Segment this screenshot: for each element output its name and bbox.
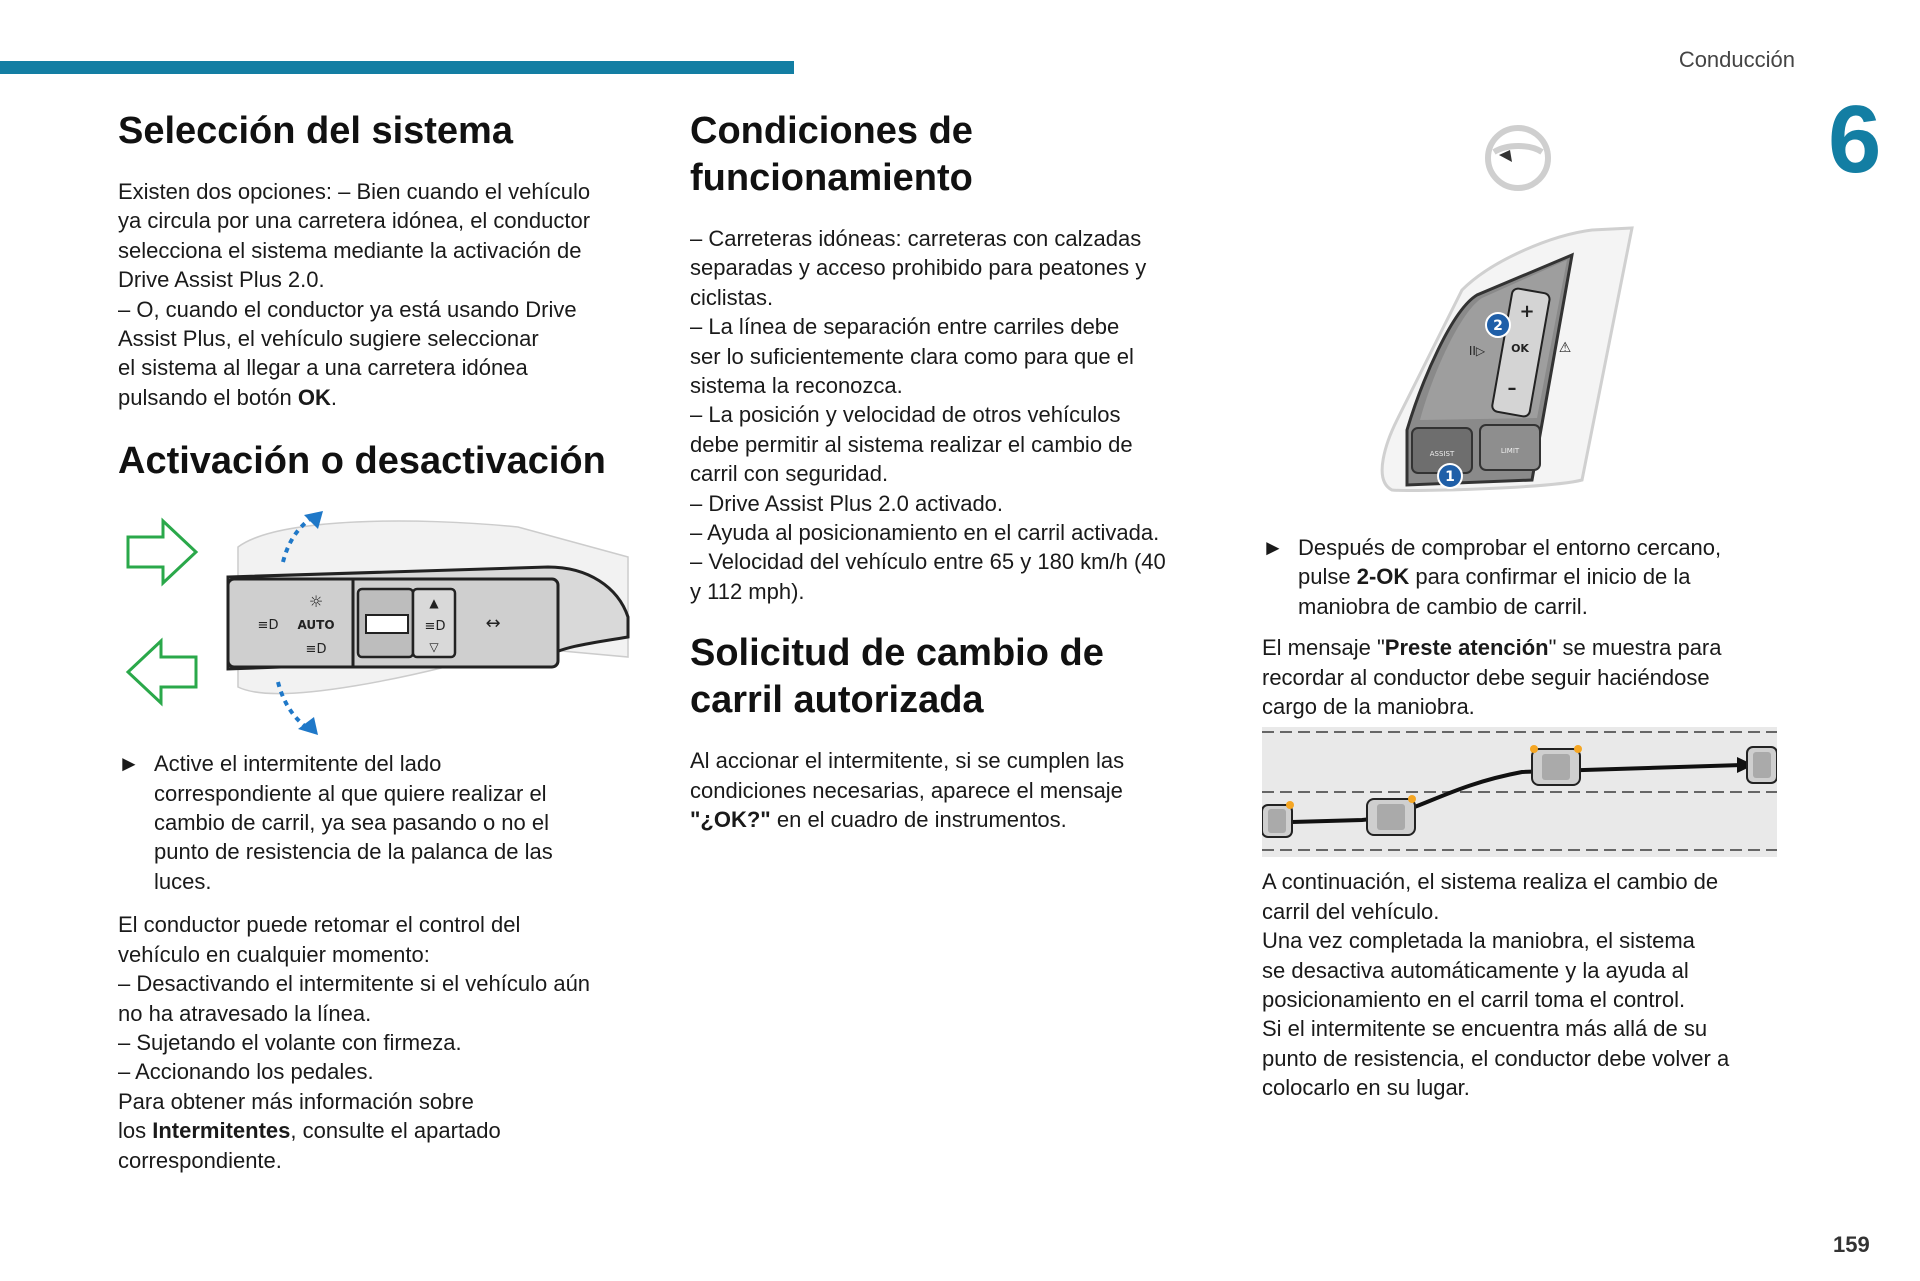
header-accent-bar (0, 61, 794, 74)
svg-text:⚠: ⚠ (1558, 340, 1572, 356)
column-right (1262, 120, 1792, 1103)
column-middle (690, 108, 1230, 835)
svg-text:1: 1 (1445, 469, 1455, 485)
svg-text:ASSIST: ASSIST (1429, 450, 1455, 458)
svg-text:▽: ▽ (429, 640, 439, 655)
lane-change-illustration (1262, 727, 1777, 857)
car-icon (1262, 805, 1292, 837)
stalk-illustration (118, 507, 638, 737)
paragraph-mensaje: El mensaje "Preste atención" se muestra para recordar al conductor debe seguir haciéndose cargo de la maniobra. (1262, 635, 1722, 720)
heading-condiciones: Condiciones de funcionamiento (690, 110, 973, 199)
paragraph-condiciones: – Carreteras idóneas: carreteras con calzadas separadas y acceso prohibido para peatones y ciclistas. – La línea de separación entre carriles debe ser lo suficientemente clara como para que el sistema la reconozca. – La posición y velocidad de otros vehículos debe permitir al sistema realizar el cambio de carril con seguridad. – Drive Assist Plus 2.0 activado. – Ayuda al posicionamiento en el carril activada. – Velocidad del vehículo entre 65 y 180 km/h (40 y 112 mph). (690, 226, 1166, 604)
svg-text:≡D: ≡D (305, 642, 327, 658)
svg-text:LIMIT: LIMIT (1500, 447, 1520, 455)
svg-text:≡D: ≡D (257, 618, 279, 634)
svg-text:II▷: II▷ (1468, 344, 1486, 358)
car-icon (1532, 749, 1580, 785)
bullet-active: ► Active el intermitente del lado correspondiente al que quiere realizar el cambio de carril, ya sea pasando o no el punto de resistencia de la palanca de las luces. (118, 749, 658, 896)
chapter-number: 6 (1828, 86, 1882, 193)
arrow-right-icon (128, 521, 196, 583)
svg-text:+: + (1519, 301, 1535, 322)
svg-text:▲: ▲ (429, 596, 439, 611)
svg-text:☼: ☼ (308, 592, 324, 612)
bullet-ok: ► Después de comprobar el entorno cercano, pulse 2-OK para confirmar el inicio de la maniobra de cambio de carril. (1262, 533, 1792, 621)
heading-seleccion: Selección del sistema (118, 110, 513, 152)
column-left (118, 108, 658, 1175)
car-icon (1367, 799, 1415, 835)
bullet-triangle-icon: ► (118, 751, 140, 777)
svg-text:↔: ↔ (485, 613, 501, 635)
steering-wheel-icon (1488, 128, 1548, 188)
section-title: Conducción (1678, 47, 1795, 72)
paragraph-conductor: El conductor puede retomar el control del vehículo en cualquier momento: – Desactivando el intermitente si el vehículo aún no ha atravesado la línea. – Sujetando el volante con firmeza. – Accionando los pedales. Para obtener más información sobre los Intermitentes, consulte el apartado correspondiente. (118, 912, 591, 1173)
arrow-down-icon (298, 717, 318, 735)
bullet-triangle-icon: ► (1262, 535, 1284, 560)
svg-text:OK: OK (1511, 342, 1529, 355)
paragraph-seleccion: Existen dos opciones: – Bien cuando el vehículo ya circula por una carretera idónea, el conductor selecciona el sistema mediante la activación de Drive Assist Plus 2.0. – O, cuando el conductor ya está usando Drive Assist Plus, el vehículo sugiere seleccionar el sistema al llegar a una carretera idónea pulsando el botón OK. (118, 179, 591, 410)
svg-text:–: – (1507, 378, 1517, 399)
svg-text:AUTO: AUTO (297, 618, 335, 633)
svg-text:≡D: ≡D (424, 619, 446, 635)
heading-solicitud: Solicitud de cambio de carril autorizada (690, 632, 1104, 722)
svg-text:2: 2 (1493, 318, 1503, 334)
car-icon (1747, 747, 1777, 783)
arrow-left-icon (128, 641, 196, 703)
heading-activacion: Activación o desactivación (118, 440, 606, 483)
steering-panel-illustration (1262, 120, 1792, 525)
paragraph-continuacion: A continuación, el sistema realiza el cambio de carril del vehículo. Una vez completada la maniobra, el sistema se desactiva automáticamente y la ayuda al posicionamiento en el carril toma el control. Si el intermitente se encuentra más allá de su punto de resistencia, el conductor debe volver a colocarlo en su lugar. (1262, 869, 1730, 1101)
page-number: 159 (1833, 1232, 1870, 1257)
paragraph-solicitud: Al accionar el intermitente, si se cumplen las condiciones necesarias, aparece el mensaje "¿OK?" en el cuadro de instrumentos. (690, 748, 1125, 833)
